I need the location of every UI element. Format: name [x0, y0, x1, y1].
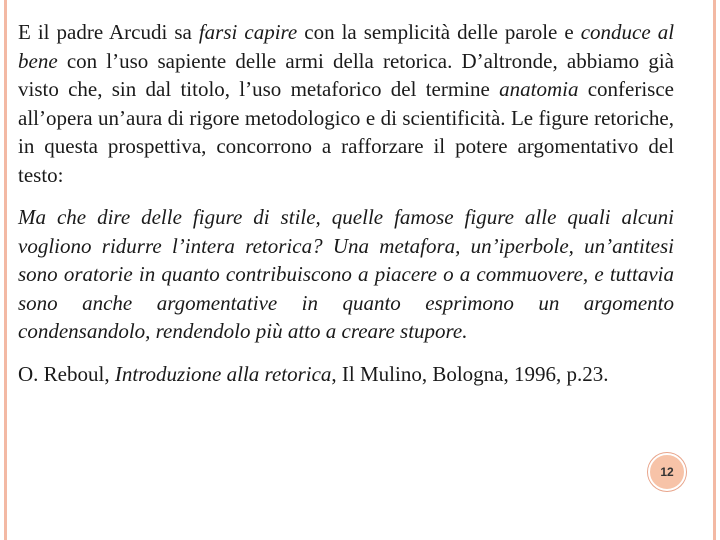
intro-text-4: conferisce all’opera un’aura di rigore metodologico e di scientificità. Le figure retoriche, in questa prospettiva, concorrono a rafforzare il potere argomentativo del testo: [18, 77, 674, 187]
intro-italic-farsi-capire: farsi capire [198, 20, 298, 44]
intro-text-2: con la semplicità delle parole e [297, 20, 581, 44]
intro-italic-anatomia: anatomia [499, 77, 579, 101]
slide-frame-left [4, 0, 7, 540]
slide-frame-right [713, 0, 716, 540]
slide-body [18, 18, 674, 388]
quote-paragraph: Ma che dire delle figure di stile, quelle famose figure alle quali alcuni vogliono ridurre l’intera retorica? Una metafora, un’iperbole, un’antitesi sono oratorie in quanto contribuiscono a piacere o a commuovere, e tuttavia sono anche argomentative in quanto esprimono un argomento condensandolo, rendendolo più atto a creare stupore. [18, 205, 674, 343]
citation-title: Introduzione alla retorica [114, 361, 332, 386]
intro-paragraph [18, 18, 674, 189]
intro-italic-conduce-al-bene: conduce al bene [18, 20, 675, 73]
citation-rest: , Il Mulino, Bologna, 1996, p.23. [331, 361, 609, 386]
citation-author: O. Reboul, [18, 361, 115, 386]
page-number: 12 [660, 465, 674, 479]
intro-text-1: E il padre Arcudi sa [18, 20, 199, 44]
intro-text-3: con l’uso sapiente delle armi della retorica. D’altronde, abbiamo già visto che, sin dal titolo, l’uso metaforico del termine [18, 48, 674, 101]
page-number-badge [648, 453, 686, 491]
citation [18, 360, 674, 389]
